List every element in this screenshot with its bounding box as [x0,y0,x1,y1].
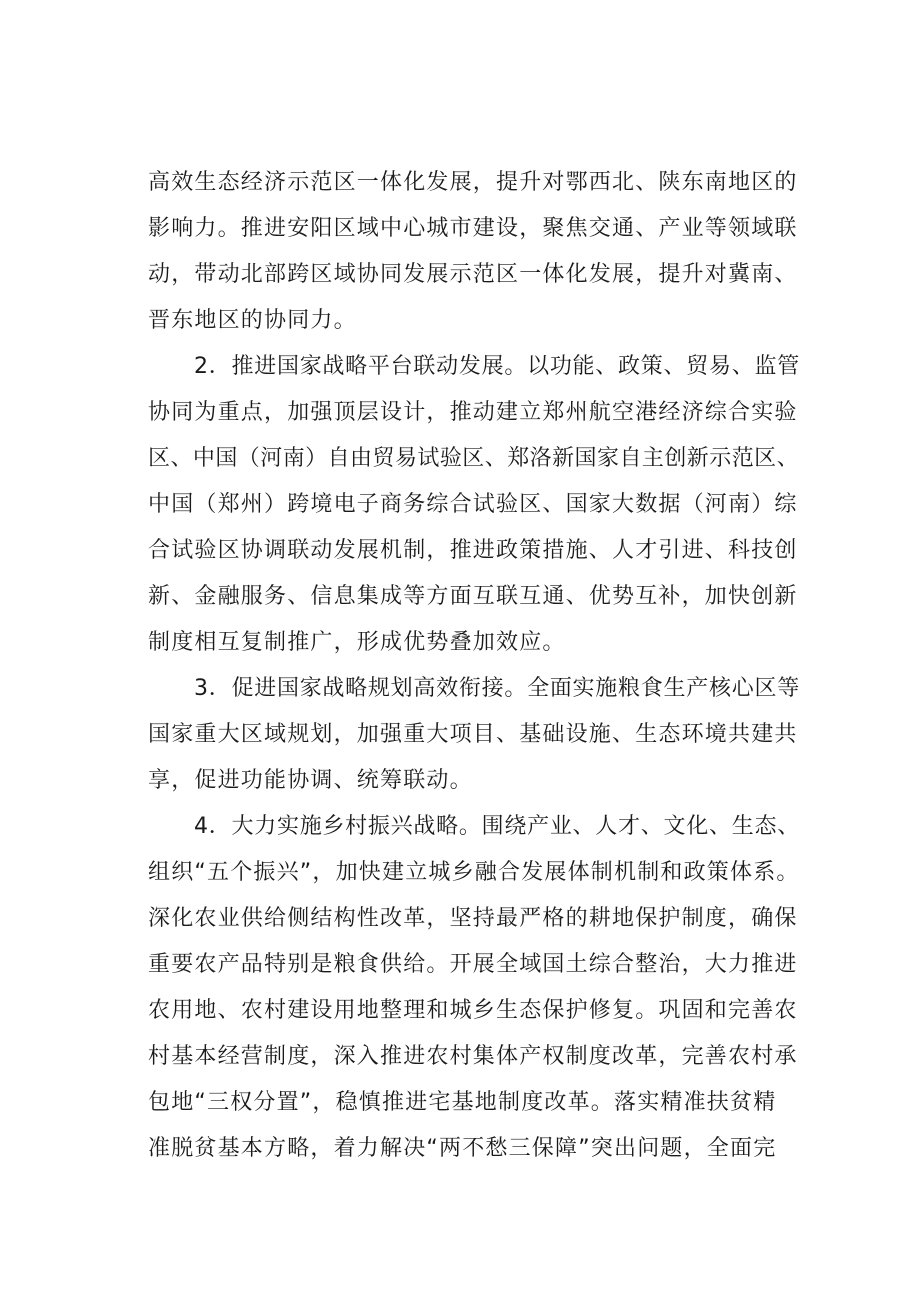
text-line: 影响力。推进安阳区域中心城市建设，聚焦交通、产业等领域联 [148,216,798,241]
text-line: 农用地、农村建设用地整理和城乡生态保护修复。巩固和完善农 [148,998,798,1023]
text-line: 制度相互复制推广，形成优势叠加效应。 [148,630,566,655]
text-line: 中国（郑州）跨境电子商务综合试验区、国家大数据（河南）综 [148,492,798,517]
text-line: 村基本经营制度，深入推进农村集体产权制度改革，完善农村承 [148,1044,798,1069]
document-body [148,160,800,1172]
text-line: 深化农业供给侧结构性改革，坚持最严格的耕地保护制度，确保 [148,906,798,931]
text-line: 区、中国（河南）自由贸易试验区、郑洛新国家自主创新示范区、 [148,446,800,471]
text-line: 4．大力实施乡村振兴战略。围绕产业、人才、文化、生态、 [194,814,800,839]
text-line: 晋东地区的协同力。 [148,308,357,333]
text-line: 新、金融服务、信息集成等方面互联互通、优势互补，加快创新 [148,584,798,609]
text-line: 组织“五个振兴”，加快建立城乡融合发展体制机制和政策体系。 [148,860,800,885]
text-line: 3．促进国家战略规划高效衔接。全面实施粮食生产核心区等 [194,676,800,701]
text-line: 动，带动北部跨区域协同发展示范区一体化发展，提升对冀南、 [148,262,798,287]
text-line: 高效生态经济示范区一体化发展，提升对鄂西北、陕东南地区的 [148,170,798,195]
text-line: 包地“三权分置”，稳慎推进宅基地制度改革。落实精准扶贫精 [148,1090,777,1115]
text-line: 合试验区协调联动发展机制，推进政策措施、人才引进、科技创 [148,538,798,563]
text-line: 享，促进功能协调、统筹联动。 [148,768,473,793]
text-line: 重要农产品特别是粮食供给。开展全域国土综合整治，大力推进 [148,952,798,977]
text-line: 协同为重点，加强顶层设计，推动建立郑州航空港经济综合实验 [148,400,798,425]
text-line: 准脱贫基本方略，着力解决“两不愁三保障”突出问题，全面完 [148,1136,777,1161]
text-line: 2．推进国家战略平台联动发展。以功能、政策、贸易、监管 [194,354,800,379]
text-line: 国家重大区域规划，加强重大项目、基础设施、生态环境共建共 [148,722,798,747]
